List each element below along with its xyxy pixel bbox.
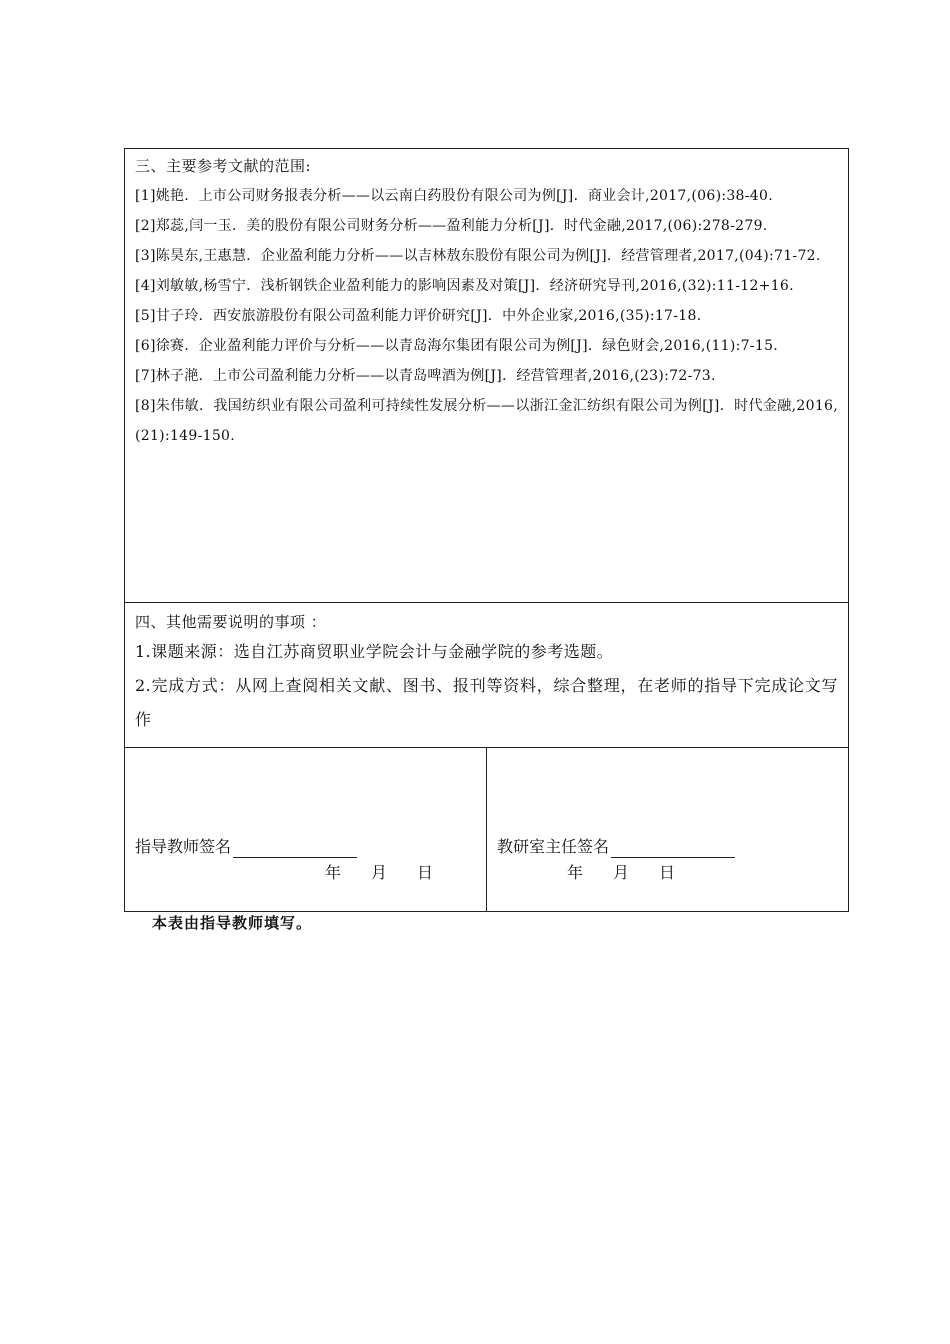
- director-signature-label-text: 教研室主任签名: [497, 837, 610, 856]
- director-date-day: 日: [659, 863, 676, 882]
- other-notes-section: [125, 603, 848, 748]
- director-date-month: 月: [613, 863, 630, 882]
- signature-row: [125, 748, 848, 911]
- advisor-signature-cell: [125, 748, 486, 911]
- reference-item-1: [1]姚艳．上市公司财务报表分析——以云南白药股份有限公司为例[J]．商业会计,2017,(06):38-40.: [135, 188, 773, 204]
- director-date-year: 年: [567, 863, 584, 882]
- other-notes-section-title: 四、其他需要说明的事项 ：: [135, 613, 327, 631]
- advisor-date-row: [325, 862, 433, 884]
- reference-list: [135, 181, 838, 451]
- reference-item-6: [6]徐赛．企业盈利能力评价与分析——以青岛海尔集团有限公司为例[J]．绿色财会,2016,(11):7-15.: [135, 338, 779, 354]
- advisor-date-day: 日: [417, 863, 434, 882]
- reference-item-2: [2]郑蕊,闫一玉．美的股份有限公司财务分析——盈利能力分析[J]．时代金融,2017,(06):278-279.: [135, 218, 768, 234]
- advisor-date-year: 年: [325, 863, 342, 882]
- advisor-signature-label: [135, 836, 357, 858]
- director-signature-cell: [486, 748, 848, 911]
- references-section-title: 三、主要参考文献的范围:: [135, 157, 312, 175]
- proposal-form-table: [124, 148, 849, 912]
- footer-note: 本表由指导教师填写。: [152, 914, 313, 932]
- reference-item-4: [4]刘敏敏,杨雪宁．浅析钢铁企业盈利能力的影响因素及对策[J]．经济研究导刊,2016,(32):11-12+16.: [135, 278, 794, 294]
- note-item-topic-source: 1.课题来源：选自江苏商贸职业学院会计与金融学院的参考选题。: [135, 642, 614, 661]
- director-signature-label: [497, 836, 735, 858]
- references-section: [125, 149, 848, 603]
- note-item-completion-method: 2.完成方式：从网上查阅相关文献、图书、报刊等资料，综合整理，在老师的指导下完成论文写作: [135, 676, 838, 729]
- advisor-date-month: 月: [371, 863, 388, 882]
- reference-item-5: [5]甘子玲．西安旅游股份有限公司盈利能力评价研究[J]．中外企业家,2016,(35):17-18.: [135, 308, 702, 324]
- director-signature-line[interactable]: [611, 839, 735, 858]
- reference-item-3: [3]陈昊东,王惠慧．企业盈利能力分析——以吉林敖东股份有限公司为例[J]．经营管理者,2017,(04):71-72.: [135, 248, 821, 264]
- advisor-signature-line[interactable]: [233, 839, 357, 858]
- advisor-signature-label-text: 指导教师签名: [135, 837, 232, 856]
- reference-item-7: [7]林子滟．上市公司盈利能力分析——以青岛啤酒为例[J]．经营管理者,2016,(23):72-73.: [135, 368, 716, 384]
- reference-item-8: [8]朱伟敏．我国纺织业有限公司盈利可持续性发展分析——以浙江金汇纺织有限公司为例[J]．时代金融,2016,(21):149-150.: [135, 398, 838, 444]
- director-date-row: [567, 862, 675, 884]
